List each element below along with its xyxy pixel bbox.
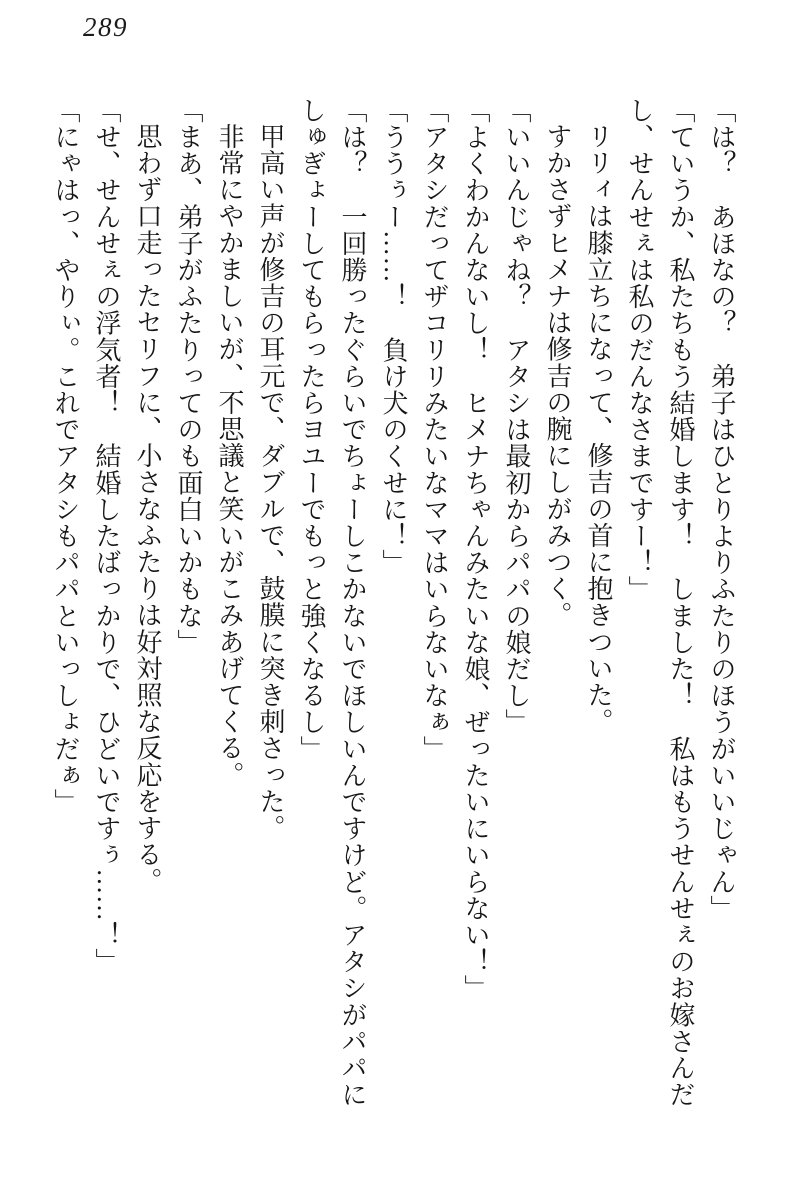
page-text xyxy=(45,97,742,1111)
text-line: 「は？ あほなの？ 弟子はひとりよりふたりのほうがいいじゃん」 xyxy=(707,97,736,922)
text-line: すかさずヒメナは修吉の腕にしがみつく。 xyxy=(543,123,572,629)
text-line: し、せんせぇは私のだんなさまですー！」 xyxy=(625,97,654,603)
text-line: 「ううぅー……！ 負け犬のくせに！」 xyxy=(379,97,408,576)
text-line: 非常にやかましいが、不思議と笑いがこみあげてくる。 xyxy=(215,123,244,788)
text-line: リリィは膝立ちになって、修吉の首に抱きついた。 xyxy=(584,123,613,735)
text-line: 「よくわかんないし！ ヒメナちゃんみたいな娘、ぜったいにいらない！」 xyxy=(461,97,490,1002)
text-line: 「せ、せんせぇの浮気者！ 結婚したばっかりで、ひどいですぅ……！」 xyxy=(92,97,121,975)
text-line: 甲高い声が修吉の耳元で、ダブルで、鼓膜に突き刺さった。 xyxy=(256,123,285,842)
text-line: しゅぎょーしてもらったらヨユーでもっと強くなるし」 xyxy=(297,97,326,762)
text-line: 思わず口走ったセリフに、小さなふたりは好対照な反応をする。 xyxy=(133,123,162,895)
text-line: 「は？ 一回勝ったぐらいでちょーしこかないでほしいんですけど。アタシがパパに xyxy=(338,97,367,1108)
page-number: 289 xyxy=(83,12,128,42)
text-line: 「にゃはっ、やりぃ。これでアタシもパパといっしょだぁ」 xyxy=(51,97,80,816)
text-line: 「ていうか、私たちもう結婚します！ しました！ 私はもうせんせぇのお嫁さんだ xyxy=(666,97,695,1108)
text-line: 「いいんじゃね？ アタシは最初からパパの娘だし」 xyxy=(502,97,531,736)
text-line: 「まあ、弟子がふたりってのも面白いかもな」 xyxy=(174,97,203,656)
text-line: 「アタシだってザコリリみたいなママはいらないなぁ」 xyxy=(420,97,449,762)
